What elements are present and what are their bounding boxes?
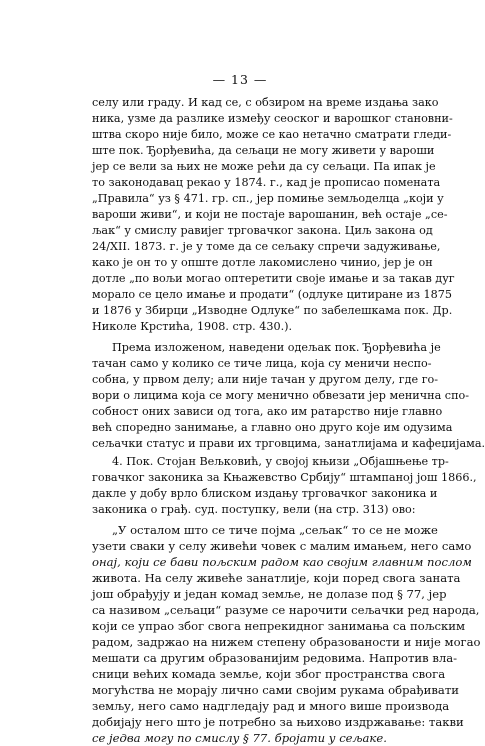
text-line: 24/XII. 1873. г. је у томе да се сељаку спречи задуживање, — [92, 240, 441, 253]
quote-line: се једва могу по смислу § 77. бројати у сељаке. — [92, 731, 387, 745]
text-line: ште пок. Ђорђевића, да сељаци не могу живети у вароши — [92, 144, 435, 157]
text-line: дотле „по вољи могао оптеретити своје имање и за такав дуг — [92, 272, 455, 285]
quote-line: који се упрао због свога непрекидног занимања са пољским — [92, 619, 465, 633]
text-line: собност оних зависи од тога, ако им ратарство није главно — [92, 405, 443, 418]
quote-line: „У осталом што се тиче појма „сељак“ то се не може — [112, 523, 438, 537]
text-line: тачан само у колико се тиче лица, која су меничи неспо- — [92, 357, 432, 370]
text-line: вароши живи“, и који не постаје варошанин, већ остаје „се- — [92, 208, 448, 221]
text-line: штва скоро није било, може се као нетачно сматрати гледи- — [92, 128, 452, 141]
text-line: већ споредно занимање, а главно оно друго које им одузима — [92, 421, 453, 434]
quote-line: мешати са другим образованијим редовима. Напротив вла- — [92, 651, 458, 665]
quote-line: могућства не морају лично сами својим рукама обрађивати — [92, 683, 459, 697]
paragraph-2 — [92, 340, 485, 452]
text-line: собна, у првом делу; али није тачан у другом делу, где го- — [92, 373, 439, 386]
paragraph-3 — [92, 454, 477, 518]
quote-line: још обрађују и један комад земље, не долазе под § 77, јер — [92, 587, 447, 601]
text-line: селу или граду. И кад се, с обзиром на време издања зако — [92, 96, 439, 109]
quote-line: онај, који се бави пољским радом као својим главним послом — [92, 555, 472, 569]
text-line: сељачки статус и прави их трговцима, занатлијама и кафеџијама. — [92, 437, 485, 450]
text-line: Према изложеном, наведени одељак пок. Ђорђевића је — [112, 341, 441, 354]
text-line: дакле у добу врло блиском издању трговачког законика и — [92, 487, 438, 500]
quote-block — [92, 522, 481, 745]
quote-line: са називом „сељаци“ разуме се нарочити сељачки ред народа, — [92, 603, 480, 617]
text-line: законика о грађ. суд. поступку, вели (на стр. 313) ово: — [92, 503, 416, 516]
text-line: Николе Крстића, 1908. стр. 430.). — [92, 320, 293, 333]
text-line: ника, узме да разлике између сеоског и варошког становни- — [92, 112, 453, 125]
text-line: како је он то у опште дотле лакомислено чинио, јер је он — [92, 256, 433, 269]
quote-line: сници већих комада земље, који због пространства свога — [92, 667, 446, 681]
paragraph-1 — [92, 95, 455, 335]
page-number: — 13 — — [212, 72, 268, 87]
text-line: љак“ у смислу равијег трговачког закона. Циљ закона од — [92, 224, 433, 237]
quote-line: добијају него што је потребно за њихово издржавање: такви — [92, 715, 464, 729]
text-line: јер се вели за њих не може рећи да су сељаци. Па ипак је — [92, 160, 436, 173]
quote-line: земљу, него само надгледају рад и много више производа — [92, 699, 450, 713]
quote-line: живота. На селу живеће занатлије, који поред свога заната — [92, 571, 461, 585]
text-line: морало се цело имање и продати“ (одлуке цитиране из 1875 — [92, 288, 452, 301]
text-line: „Правила“ уз § 471. гр. сп., јер помиње земљоделца „који у — [92, 192, 444, 205]
text-line: говачког законика за Књажевство Србију“ штампаној још 1866., — [92, 471, 477, 484]
quote-line: узети сваки у селу живећи човек с малим имањем, него само — [92, 539, 472, 553]
text-line: то законодавац рекао у 1874. г., кад је прописао помената — [92, 176, 441, 189]
text-line: вори о лицима која се могу менично обвезати јер менична спо- — [92, 389, 470, 402]
quote-line: радом, задржао на нижем степену образованости и није могао — [92, 635, 481, 649]
text-line: и 1876 у Збирци „Изводне Одлуке“ по забелешкама пок. Др. — [92, 304, 453, 317]
text-line: 4. Пок. Стојан Вељковић, у својој књизи „Објашњење тр- — [112, 455, 449, 468]
